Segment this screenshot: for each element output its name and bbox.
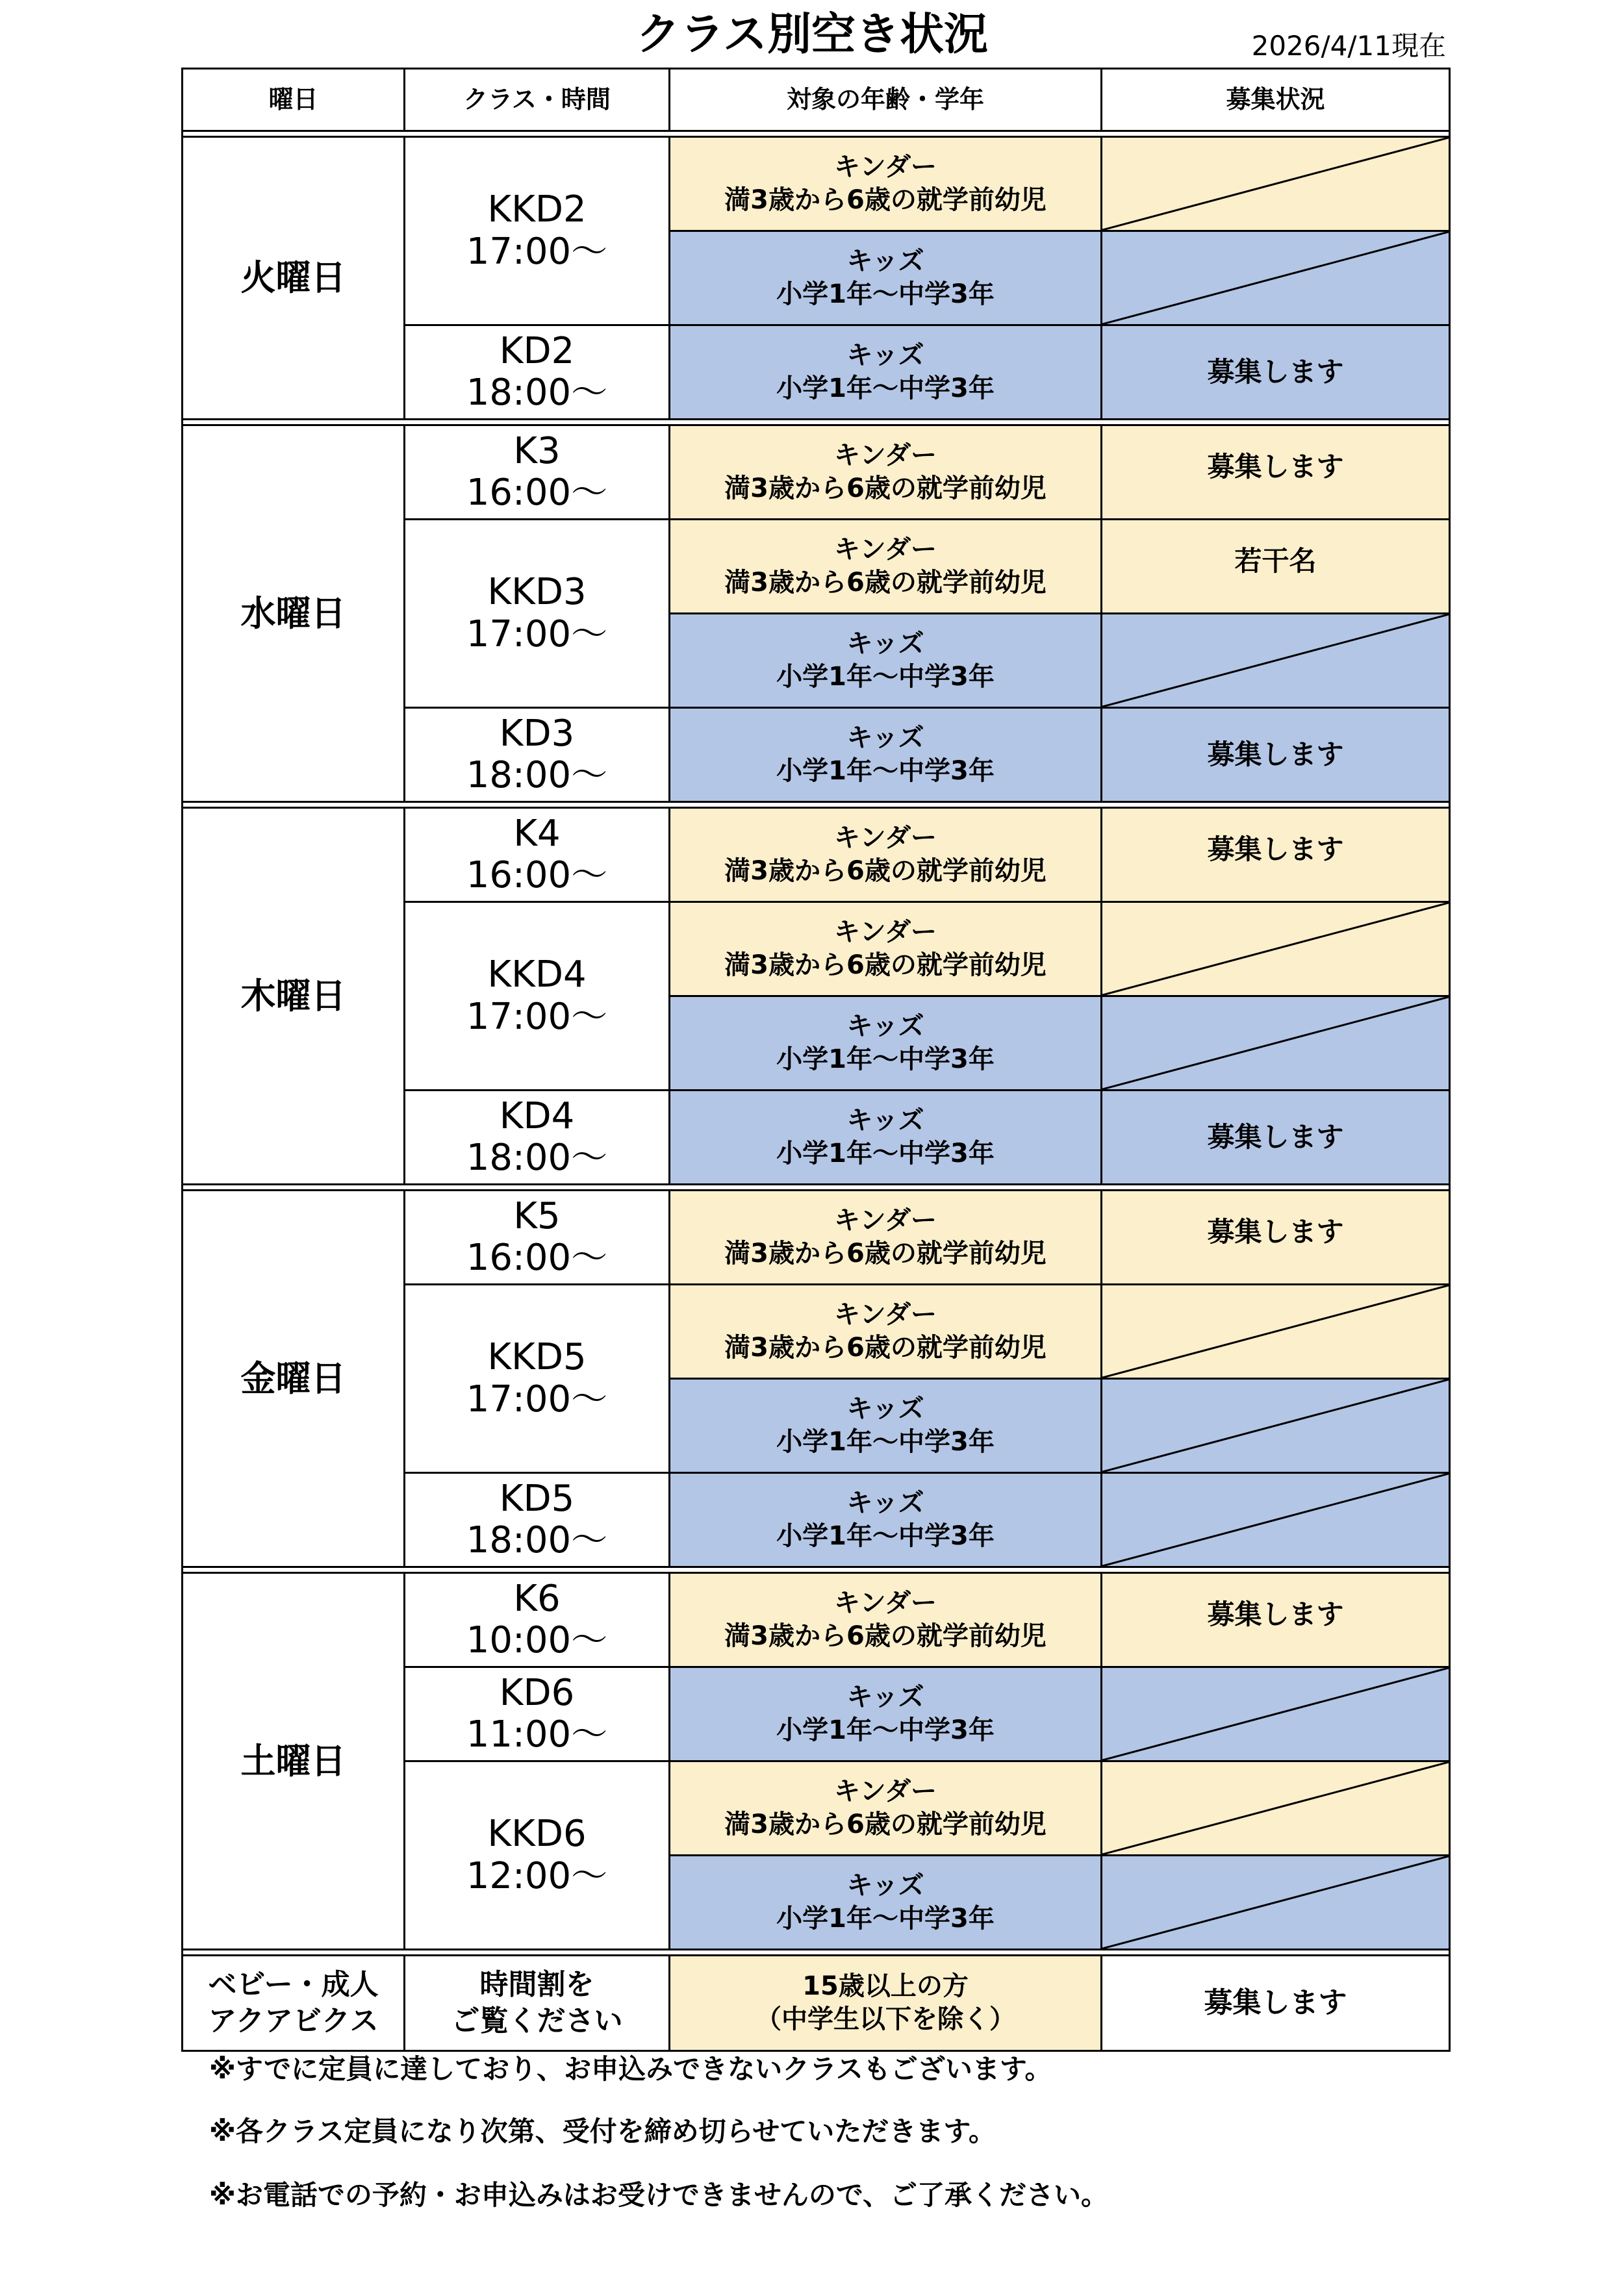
target-name: キンダー: [834, 1587, 937, 1618]
target-cell: [670, 520, 1102, 614]
aquabics-target-line1: 15歳以上の方: [802, 1971, 969, 2001]
class-time: 10:00～: [466, 1619, 608, 1661]
status-cell: [1102, 1573, 1450, 1667]
status-cell: [1102, 996, 1450, 1091]
target-age: 満3歳から6歳の就学前幼児: [724, 856, 1047, 886]
target-cell: [670, 231, 1102, 325]
status-cell: [1102, 902, 1450, 996]
class-name: K5: [513, 1194, 561, 1237]
status-cell: [1102, 808, 1450, 902]
unavailable-slash: [1102, 138, 1449, 230]
day-cell: 金曜日: [183, 1191, 405, 1567]
status-label: 若干名: [1234, 545, 1317, 577]
status-cell: [1102, 325, 1450, 420]
schedule-row: [183, 425, 1450, 520]
divider-cell: [183, 1950, 1450, 1956]
target-name: キンダー: [834, 151, 937, 182]
class-name: KKD5: [487, 1336, 587, 1379]
target-name: キッズ: [846, 1487, 924, 1518]
aquabics-target-cell: [670, 1956, 1102, 2051]
class-time-cell: [405, 137, 670, 325]
divider-cell: [183, 1567, 1450, 1573]
unavailable-slash: [1102, 1380, 1449, 1472]
class-time-cell: [405, 902, 670, 1091]
status-cell: [1102, 425, 1450, 520]
unavailable-slash: [1102, 1285, 1449, 1378]
status-cell: [1102, 231, 1450, 325]
class-time-cell: [405, 520, 670, 708]
class-name: KD3: [499, 712, 575, 755]
status-cell: [1102, 1091, 1450, 1185]
class-time: 18:00～: [466, 1519, 608, 1561]
class-time: 17:00～: [466, 995, 608, 1038]
class-time: 16:00～: [466, 854, 608, 896]
class-time: 11:00～: [466, 1713, 608, 1756]
target-name: キッズ: [846, 722, 924, 753]
target-cell: [670, 1191, 1102, 1285]
target-cell: [670, 1856, 1102, 1950]
target-cell: [670, 425, 1102, 520]
target-cell: [670, 1285, 1102, 1379]
unavailable-slash: [1102, 1856, 1449, 1949]
class-name: KD4: [499, 1094, 575, 1137]
status-cell: [1102, 1379, 1450, 1473]
unavailable-slash: [1102, 1762, 1449, 1854]
group-divider: [183, 131, 1450, 137]
class-time: 18:00～: [466, 1137, 608, 1179]
target-name: キンダー: [834, 822, 937, 853]
divider-cell: [183, 1185, 1450, 1191]
target-name: キッズ: [846, 1682, 924, 1712]
target-cell: [670, 808, 1102, 902]
aquabics-day-line2: アクアビクス: [208, 2004, 379, 2037]
status-cell: [1102, 1856, 1450, 1950]
class-time: 18:00～: [466, 372, 608, 414]
target-age: 満3歳から6歳の就学前幼児: [724, 568, 1047, 598]
aquabics-row: [183, 1956, 1450, 2051]
class-name: K4: [513, 812, 561, 855]
target-age: 小学1年～中学3年: [776, 279, 995, 309]
class-time: 17:00～: [466, 1378, 608, 1420]
class-time-cell: [405, 1761, 670, 1950]
aquabics-status-cell: 募集します: [1102, 1956, 1450, 2051]
divider-cell: [183, 420, 1450, 425]
unavailable-slash: [1102, 232, 1449, 324]
target-cell: [670, 1667, 1102, 1761]
class-time-cell: [405, 425, 670, 520]
target-name: キンダー: [834, 534, 937, 564]
class-time: 12:00～: [466, 1854, 608, 1897]
page-title: クラス別空き状況: [636, 9, 988, 60]
target-name: キッズ: [846, 628, 924, 659]
target-name: キンダー: [834, 916, 937, 947]
unavailable-slash: [1102, 1668, 1449, 1760]
header-class-time: クラス・時間: [405, 69, 670, 131]
class-time: 17:00～: [466, 612, 608, 655]
status-cell: [1102, 1667, 1450, 1761]
schedule-row: [183, 1191, 1450, 1285]
target-age: 満3歳から6歳の就学前幼児: [724, 473, 1047, 503]
class-time-cell: [405, 1473, 670, 1567]
status-cell: [1102, 137, 1450, 231]
target-cell: [670, 996, 1102, 1091]
group-divider: [183, 802, 1450, 808]
target-cell: [670, 325, 1102, 420]
unavailable-slash: [1102, 997, 1449, 1089]
status-cell: [1102, 1761, 1450, 1856]
class-name: KKD3: [487, 571, 587, 614]
class-time: 16:00～: [466, 472, 608, 514]
aquabics-day-line1: ベビー・成人: [208, 1967, 379, 2001]
target-age: 満3歳から6歳の就学前幼児: [724, 1333, 1047, 1363]
target-age: 満3歳から6歳の就学前幼児: [724, 185, 1047, 215]
target-cell: [670, 137, 1102, 231]
class-time-cell: [405, 1285, 670, 1473]
target-cell: [670, 902, 1102, 996]
header-status: 募集状況: [1102, 69, 1450, 131]
class-time-cell: [405, 325, 670, 420]
class-name: KKD4: [487, 953, 587, 996]
divider-cell: [183, 131, 1450, 137]
status-label: 募集します: [1207, 1598, 1344, 1630]
class-time-cell: [405, 708, 670, 802]
status-cell: [1102, 1473, 1450, 1567]
class-name: KKD2: [487, 188, 587, 231]
target-name: キンダー: [834, 440, 937, 470]
target-name: キッズ: [846, 246, 924, 276]
target-age: 満3歳から6歳の就学前幼児: [724, 1621, 1047, 1651]
target-age: 満3歳から6歳の就学前幼児: [724, 1810, 1047, 1839]
target-name: キンダー: [834, 1776, 937, 1806]
target-cell: [670, 1379, 1102, 1473]
day-cell: 水曜日: [183, 425, 405, 802]
target-name: キッズ: [846, 1870, 924, 1900]
target-age: 満3歳から6歳の就学前幼児: [724, 1239, 1047, 1268]
unavailable-slash: [1102, 1474, 1449, 1566]
as-of-date: 2026/4/11現在: [1251, 30, 1446, 62]
class-time-cell: [405, 1091, 670, 1185]
schedule-table: [181, 68, 1451, 2052]
target-name: キッズ: [846, 340, 924, 370]
target-age: 満3歳から6歳の就学前幼児: [724, 950, 1047, 980]
target-age: 小学1年～中学3年: [776, 756, 995, 786]
target-age: 小学1年～中学3年: [776, 373, 995, 403]
status-cell: [1102, 614, 1450, 708]
header-target: 対象の年齢・学年: [670, 69, 1102, 131]
unavailable-slash: [1102, 614, 1449, 707]
schedule-row: [183, 137, 1450, 231]
schedule-row: [183, 1573, 1450, 1667]
status-cell: [1102, 1191, 1450, 1285]
header-day: 曜日: [183, 69, 405, 131]
unavailable-slash: [1102, 903, 1449, 995]
note-3: ※お電話での予約・お申込みはお受けできませんので、ご了承ください。: [209, 2179, 1108, 2211]
group-divider: [183, 1185, 1450, 1191]
target-name: キッズ: [846, 1011, 924, 1041]
divider-cell: [183, 802, 1450, 808]
aquabics-day-cell: [183, 1956, 405, 2051]
target-name: キンダー: [834, 1299, 937, 1330]
status-cell: [1102, 1285, 1450, 1379]
header-row: [183, 69, 1450, 131]
status-label: 募集します: [1207, 1121, 1344, 1154]
class-time: 16:00～: [466, 1237, 608, 1279]
status-label: 募集します: [1207, 356, 1344, 388]
status-label: 募集します: [1207, 738, 1344, 771]
class-name: KD2: [499, 329, 575, 372]
target-age: 小学1年～中学3年: [776, 1904, 995, 1934]
target-age: 小学1年～中学3年: [776, 1044, 995, 1074]
note-1: ※すでに定員に達しており、お申込みできないクラスもございます。: [209, 2053, 1052, 2085]
group-divider: [183, 420, 1450, 425]
class-time-cell: [405, 1191, 670, 1285]
class-name: KD6: [499, 1671, 575, 1714]
class-name: K3: [513, 429, 561, 472]
note-2: ※各クラス定員になり次第、受付を締め切らせていただきます。: [209, 2115, 996, 2147]
class-name: K6: [513, 1577, 561, 1620]
aquabics-class-line2: ご覧ください: [451, 2004, 623, 2037]
class-name: KD5: [499, 1477, 575, 1520]
target-cell: [670, 614, 1102, 708]
status-cell: [1102, 708, 1450, 802]
status-label: 募集します: [1207, 833, 1344, 865]
target-cell: [670, 1761, 1102, 1856]
schedule-row: [183, 808, 1450, 902]
target-cell: [670, 1473, 1102, 1567]
class-time: 17:00～: [466, 230, 608, 273]
class-time-cell: [405, 1573, 670, 1667]
class-time: 18:00～: [466, 754, 608, 796]
status-label: 募集します: [1207, 451, 1344, 483]
class-name: KKD6: [487, 1813, 587, 1856]
day-cell: 土曜日: [183, 1573, 405, 1950]
day-cell: 火曜日: [183, 137, 405, 420]
target-cell: [670, 1091, 1102, 1185]
group-divider: [183, 1567, 1450, 1573]
target-age: 小学1年～中学3年: [776, 1139, 995, 1168]
target-age: 小学1年～中学3年: [776, 1521, 995, 1551]
status-label: 募集します: [1207, 1216, 1344, 1248]
aquabics-class-cell: [405, 1956, 670, 2051]
target-age: 小学1年～中学3年: [776, 662, 995, 692]
class-time-cell: [405, 1667, 670, 1761]
target-name: キッズ: [846, 1393, 924, 1424]
class-time-cell: [405, 808, 670, 902]
status-cell: [1102, 520, 1450, 614]
target-age: 小学1年～中学3年: [776, 1427, 995, 1457]
day-cell: 木曜日: [183, 808, 405, 1185]
group-divider: [183, 1950, 1450, 1956]
target-name: キンダー: [834, 1205, 937, 1235]
target-cell: [670, 708, 1102, 802]
aquabics-target-line2: （中学生以下を除く）: [755, 2004, 1015, 2034]
target-age: 小学1年～中学3年: [776, 1715, 995, 1745]
target-name: キッズ: [846, 1105, 924, 1135]
aquabics-class-line1: 時間割を: [479, 1967, 594, 2001]
target-cell: [670, 1573, 1102, 1667]
